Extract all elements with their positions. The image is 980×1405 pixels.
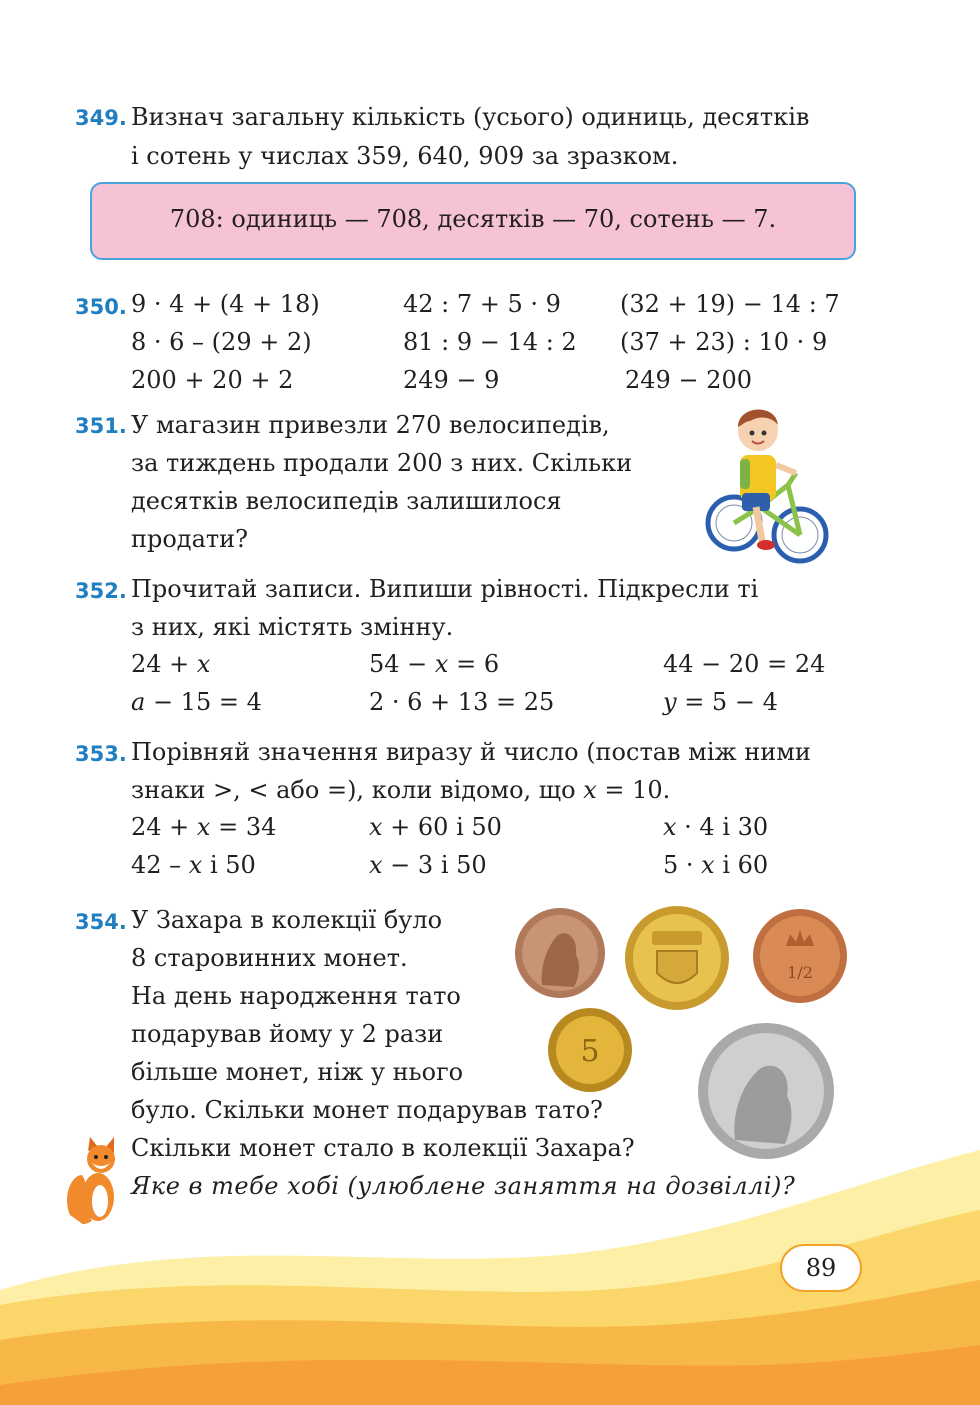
task-354-text-line: було. Скільки монет подарував тато? [131, 1096, 603, 1124]
coin-crown-copper [750, 906, 850, 1006]
expression: 9 · 4 + (4 + 18) [131, 290, 320, 318]
coin-crown-label: 1/2 [787, 963, 813, 982]
task-354-question: Яке в тебе хобі (улюблене заняття на дозвіллі)? [131, 1172, 796, 1200]
expression: 54 − x = 6 [369, 650, 500, 678]
task-354-text-line: У Захара в колекції було [131, 906, 443, 934]
coin-gold-shield [622, 903, 732, 1013]
expression: a − 15 = 4 [131, 688, 262, 716]
coin-small-label: 5 [580, 1034, 600, 1069]
expression: 5 · x і 60 [663, 851, 769, 879]
task-354-text-line: подарував йому у 2 рази [131, 1020, 444, 1048]
expression: 249 − 200 [625, 366, 752, 394]
task-353-text-line: Порівняй значення виразу й число (постав між ними [131, 738, 811, 766]
task-353-number: 353. [75, 742, 127, 766]
page-number: 89 [780, 1244, 862, 1292]
expression: (37 + 23) : 10 · 9 [620, 328, 828, 356]
coin-small-gold [545, 1005, 635, 1095]
fox-illustration [62, 1135, 124, 1230]
coin-silver-portrait [695, 1020, 837, 1162]
expression: y = 5 − 4 [663, 688, 778, 716]
example-box [90, 182, 856, 260]
task-354-text-line: більше монет, ніж у нього [131, 1058, 464, 1086]
expression: 8 · 6 – (29 + 2) [131, 328, 312, 356]
task-353-text-line: знаки >, < або =), коли відомо, що x = 10. [131, 776, 671, 804]
task-352-text-line: з них, які містять змінну. [131, 613, 454, 641]
task-352-text-line: Прочитай записи. Випиши рівності. Підкресли ті [131, 575, 759, 603]
expression: 42 – x і 50 [131, 851, 256, 879]
expression: x − 3 і 50 [369, 851, 487, 879]
expression: 81 : 9 − 14 : 2 [403, 328, 577, 356]
task-354-text-line: На день народження тато [131, 982, 461, 1010]
task-349-text-line: Визнач загальну кількість (усього) одиниць, десятків [131, 103, 810, 131]
task-351-text-line: десятків велосипедів залишилося [131, 487, 562, 515]
expression: 200 + 20 + 2 [131, 366, 294, 394]
expression: 24 + x = 34 [131, 813, 277, 841]
example-text: 708: одиниць — 708, десятків — 70, сотень — 7. [169, 205, 777, 233]
expression: 24 + x [131, 650, 211, 678]
task-351-text-line: продати? [131, 525, 249, 553]
task-352-number: 352. [75, 579, 127, 603]
task-349-text-line: і сотень у числах 359, 640, 909 за зразком. [131, 142, 679, 170]
task-349-number: 349. [75, 106, 127, 130]
task-354-text-line: Скільки монет стало в колекції Захара? [131, 1134, 635, 1162]
task-351-number: 351. [75, 414, 127, 438]
expression: (32 + 19) − 14 : 7 [620, 290, 840, 318]
expression: x · 4 і 30 [663, 813, 769, 841]
expression: 42 : 7 + 5 · 9 [403, 290, 561, 318]
task-350-number: 350. [75, 295, 127, 319]
expression: x + 60 і 50 [369, 813, 502, 841]
expression: 2 · 6 + 13 = 25 [369, 688, 555, 716]
expression: 44 − 20 = 24 [663, 650, 826, 678]
task-354-text-line: 8 старовинних монет. [131, 944, 408, 972]
task-354-number: 354. [75, 910, 127, 934]
task-351-text-line: У магазин привезли 270 велосипедів, [131, 411, 610, 439]
expression: 249 − 9 [403, 366, 500, 394]
boy-on-bicycle-illustration [700, 395, 830, 570]
task-351-text-line: за тиждень продали 200 з них. Скільки [131, 449, 633, 477]
coin-portrait-copper [512, 905, 608, 1001]
